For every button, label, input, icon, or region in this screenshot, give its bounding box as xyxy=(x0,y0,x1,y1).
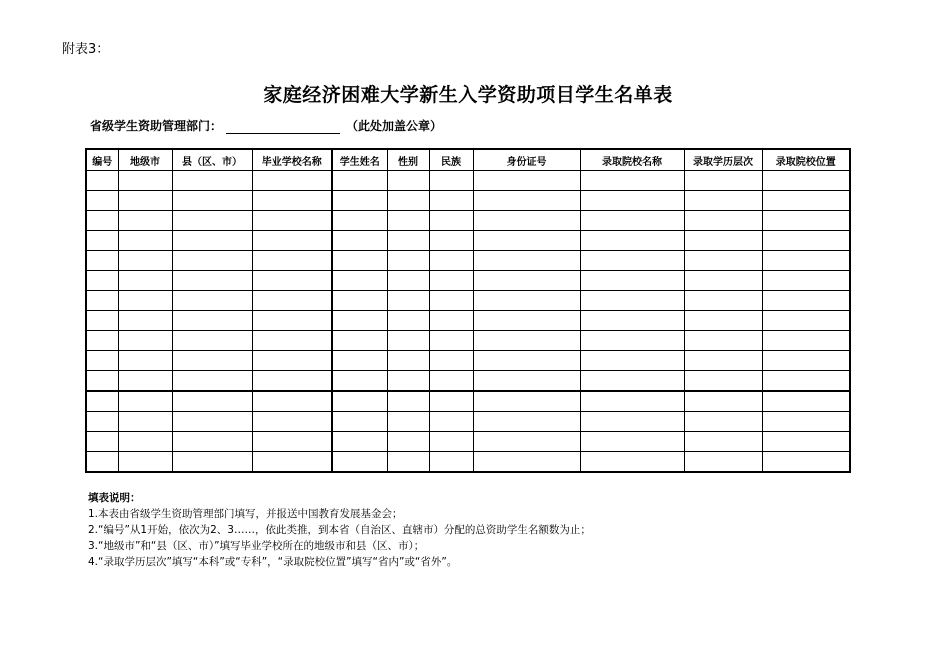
table-cell[interactable] xyxy=(429,432,473,452)
table-cell[interactable] xyxy=(86,311,118,331)
instructions-heading: 填表说明： xyxy=(88,492,141,504)
table-cell[interactable] xyxy=(580,331,684,351)
table-cell[interactable] xyxy=(172,171,252,191)
table-cell[interactable] xyxy=(473,251,580,271)
table-row xyxy=(86,191,850,211)
table-cell[interactable] xyxy=(332,452,387,473)
col-header-degree-level: 录取学历层次 xyxy=(684,149,762,171)
table-cell[interactable] xyxy=(118,171,172,191)
col-header-student-name: 学生姓名 xyxy=(332,149,387,171)
table-cell[interactable] xyxy=(429,171,473,191)
table-cell[interactable] xyxy=(118,291,172,311)
table-cell[interactable] xyxy=(86,171,118,191)
table-cell[interactable] xyxy=(387,331,429,351)
table-cell[interactable] xyxy=(429,371,473,392)
table-cell[interactable] xyxy=(387,271,429,291)
table-cell[interactable] xyxy=(429,351,473,371)
table-cell[interactable] xyxy=(387,391,429,412)
table-cell[interactable] xyxy=(86,211,118,231)
table-cell[interactable] xyxy=(118,251,172,271)
table-cell[interactable] xyxy=(172,391,252,412)
table-cell[interactable] xyxy=(252,351,332,371)
table-cell[interactable] xyxy=(580,271,684,291)
attachment-label: 附表3： xyxy=(62,42,110,57)
table-cell[interactable] xyxy=(332,331,387,351)
table-cell[interactable] xyxy=(118,311,172,331)
table-row xyxy=(86,251,850,271)
table-cell[interactable] xyxy=(762,191,850,211)
table-cell[interactable] xyxy=(172,371,252,392)
department-input[interactable] xyxy=(226,119,340,134)
table-cell[interactable] xyxy=(387,351,429,371)
table-cell[interactable] xyxy=(580,391,684,412)
table-cell[interactable] xyxy=(429,291,473,311)
table-cell[interactable] xyxy=(86,412,118,432)
table-row xyxy=(86,371,850,392)
table-cell[interactable] xyxy=(118,191,172,211)
table-cell[interactable] xyxy=(332,171,387,191)
table-row xyxy=(86,271,850,291)
table-row xyxy=(86,351,850,371)
table-cell[interactable] xyxy=(118,351,172,371)
table-cell[interactable] xyxy=(684,291,762,311)
table-cell[interactable] xyxy=(387,371,429,392)
table-cell[interactable] xyxy=(86,351,118,371)
table-cell[interactable] xyxy=(762,412,850,432)
table-cell[interactable] xyxy=(252,371,332,392)
table-cell[interactable] xyxy=(172,351,252,371)
table-cell[interactable] xyxy=(473,291,580,311)
table-cell[interactable] xyxy=(762,351,850,371)
table-row xyxy=(86,231,850,251)
col-header-county: 县（区、市） xyxy=(172,149,252,171)
table-cell[interactable] xyxy=(172,251,252,271)
table-cell[interactable] xyxy=(172,432,252,452)
table-cell[interactable] xyxy=(580,432,684,452)
table-cell[interactable] xyxy=(684,191,762,211)
table-cell[interactable] xyxy=(332,311,387,331)
table-cell[interactable] xyxy=(332,432,387,452)
table-cell[interactable] xyxy=(252,432,332,452)
table-cell[interactable] xyxy=(387,171,429,191)
table-cell[interactable] xyxy=(684,231,762,251)
table-cell[interactable] xyxy=(387,452,429,473)
table-cell[interactable] xyxy=(332,231,387,251)
col-header-number: 编号 xyxy=(86,149,118,171)
table-cell[interactable] xyxy=(387,291,429,311)
table-cell[interactable] xyxy=(762,291,850,311)
table-cell[interactable] xyxy=(387,412,429,432)
table-cell[interactable] xyxy=(580,311,684,331)
table-cell[interactable] xyxy=(86,331,118,351)
table-cell[interactable] xyxy=(118,432,172,452)
table-cell[interactable] xyxy=(473,191,580,211)
table-row xyxy=(86,432,850,452)
table-cell[interactable] xyxy=(332,191,387,211)
table-cell[interactable] xyxy=(252,391,332,412)
table-cell[interactable] xyxy=(387,211,429,231)
table-cell[interactable] xyxy=(118,331,172,351)
table-cell[interactable] xyxy=(762,251,850,271)
table-cell[interactable] xyxy=(252,231,332,251)
table-row xyxy=(86,391,850,412)
table-row xyxy=(86,311,850,331)
table-cell[interactable] xyxy=(252,412,332,432)
table-cell[interactable] xyxy=(172,331,252,351)
col-header-ethnicity: 民族 xyxy=(429,149,473,171)
table-cell[interactable] xyxy=(473,211,580,231)
table-cell[interactable] xyxy=(387,231,429,251)
table-cell[interactable] xyxy=(429,251,473,271)
table-cell[interactable] xyxy=(762,231,850,251)
instruction-item: 3.“地级市”和“县（区、市）”填写毕业学校所在的地级市和县（区、市）； xyxy=(88,540,425,552)
table-cell[interactable] xyxy=(332,291,387,311)
table-cell[interactable] xyxy=(332,351,387,371)
table-cell[interactable] xyxy=(86,191,118,211)
col-header-gender: 性别 xyxy=(387,149,429,171)
table-cell[interactable] xyxy=(473,171,580,191)
table-cell[interactable] xyxy=(429,331,473,351)
page-title: 家庭经济困难大学新生入学资助项目学生名单表 xyxy=(263,84,673,106)
table-cell[interactable] xyxy=(684,271,762,291)
table-cell[interactable] xyxy=(762,452,850,473)
table-cell[interactable] xyxy=(86,291,118,311)
table-cell[interactable] xyxy=(252,291,332,311)
table-cell[interactable] xyxy=(429,412,473,432)
table-cell[interactable] xyxy=(473,412,580,432)
table-cell[interactable] xyxy=(172,271,252,291)
table-cell[interactable] xyxy=(118,231,172,251)
table-cell[interactable] xyxy=(473,432,580,452)
col-header-id-number: 身份证号 xyxy=(473,149,580,171)
instruction-item: 4.“录取学历层次”填写“本科”或“专科”，“录取院校位置”填写“省内”或“省外”。 xyxy=(88,556,458,568)
table-cell[interactable] xyxy=(252,211,332,231)
table-cell[interactable] xyxy=(172,412,252,432)
table-cell[interactable] xyxy=(118,271,172,291)
table-cell[interactable] xyxy=(684,311,762,331)
table-cell[interactable] xyxy=(172,311,252,331)
table-cell[interactable] xyxy=(684,432,762,452)
seal-note: （此处加盖公章） xyxy=(346,119,443,133)
table-cell[interactable] xyxy=(684,391,762,412)
table-cell[interactable] xyxy=(86,231,118,251)
table-cell[interactable] xyxy=(580,231,684,251)
table-cell[interactable] xyxy=(473,271,580,291)
table-cell[interactable] xyxy=(86,251,118,271)
table-row xyxy=(86,331,850,351)
table-cell[interactable] xyxy=(762,432,850,452)
table-cell[interactable] xyxy=(252,251,332,271)
table-cell[interactable] xyxy=(332,211,387,231)
table-cell[interactable] xyxy=(172,291,252,311)
table-cell[interactable] xyxy=(762,211,850,231)
table-cell[interactable] xyxy=(762,271,850,291)
table-cell[interactable] xyxy=(684,371,762,392)
table-row xyxy=(86,211,850,231)
table-cell[interactable] xyxy=(387,251,429,271)
department-line xyxy=(90,117,442,134)
table-cell[interactable] xyxy=(473,311,580,331)
table-cell[interactable] xyxy=(762,371,850,392)
table-cell[interactable] xyxy=(118,412,172,432)
table-cell[interactable] xyxy=(580,291,684,311)
table-cell[interactable] xyxy=(252,331,332,351)
table-cell[interactable] xyxy=(332,412,387,432)
table-cell[interactable] xyxy=(252,191,332,211)
table-cell[interactable] xyxy=(684,452,762,473)
table-cell[interactable] xyxy=(252,271,332,291)
table-cell[interactable] xyxy=(86,271,118,291)
table-cell[interactable] xyxy=(473,371,580,392)
table-cell[interactable] xyxy=(252,171,332,191)
table-cell[interactable] xyxy=(118,211,172,231)
table-cell[interactable] xyxy=(118,371,172,392)
table-cell[interactable] xyxy=(429,211,473,231)
table-cell[interactable] xyxy=(580,211,684,231)
col-header-admitted-school: 录取院校名称 xyxy=(580,149,684,171)
table-cell[interactable] xyxy=(473,331,580,351)
table-cell[interactable] xyxy=(473,452,580,473)
table-cell[interactable] xyxy=(429,271,473,291)
table-row xyxy=(86,291,850,311)
table-cell[interactable] xyxy=(762,171,850,191)
instruction-item: 2.“编号”从1开始，依次为2、3……，依此类推，到本省（自治区、直辖市）分配的总资助学生名额数为止； xyxy=(88,524,591,536)
table-cell[interactable] xyxy=(580,191,684,211)
table-cell[interactable] xyxy=(684,211,762,231)
table-cell[interactable] xyxy=(387,311,429,331)
table-cell[interactable] xyxy=(580,452,684,473)
table-cell[interactable] xyxy=(332,391,387,412)
table-cell[interactable] xyxy=(429,391,473,412)
student-list-table xyxy=(85,148,851,473)
table-cell[interactable] xyxy=(429,231,473,251)
table-cell[interactable] xyxy=(473,231,580,251)
table-cell[interactable] xyxy=(684,251,762,271)
table-cell[interactable] xyxy=(86,371,118,392)
department-label: 省级学生资助管理部门： xyxy=(90,119,223,133)
table-cell[interactable] xyxy=(387,191,429,211)
instruction-item: 1.本表由省级学生资助管理部门填写，并报送中国教育发展基金会； xyxy=(88,508,403,520)
table-cell[interactable] xyxy=(172,211,252,231)
table-cell[interactable] xyxy=(252,452,332,473)
table-cell[interactable] xyxy=(86,452,118,473)
table-cell[interactable] xyxy=(762,331,850,351)
table-cell[interactable] xyxy=(86,391,118,412)
table-row xyxy=(86,452,850,473)
table-cell[interactable] xyxy=(429,191,473,211)
table-cell[interactable] xyxy=(429,311,473,331)
table-header-row xyxy=(86,149,850,171)
table-cell[interactable] xyxy=(172,231,252,251)
table-cell[interactable] xyxy=(580,171,684,191)
table-cell[interactable] xyxy=(429,452,473,473)
table-cell[interactable] xyxy=(684,331,762,351)
table-cell[interactable] xyxy=(684,412,762,432)
table-cell[interactable] xyxy=(580,412,684,432)
col-header-school-location: 录取院校位置 xyxy=(762,149,850,171)
table-row xyxy=(86,412,850,432)
table-cell[interactable] xyxy=(762,311,850,331)
table-cell[interactable] xyxy=(172,191,252,211)
table-cell[interactable] xyxy=(118,452,172,473)
table-cell[interactable] xyxy=(172,452,252,473)
table-cell[interactable] xyxy=(387,432,429,452)
table-cell[interactable] xyxy=(252,311,332,331)
table-cell[interactable] xyxy=(580,351,684,371)
table-cell[interactable] xyxy=(580,371,684,392)
table-cell[interactable] xyxy=(684,351,762,371)
table-cell[interactable] xyxy=(580,251,684,271)
table-cell[interactable] xyxy=(332,271,387,291)
table-cell[interactable] xyxy=(473,391,580,412)
table-cell[interactable] xyxy=(86,432,118,452)
table-cell[interactable] xyxy=(332,371,387,392)
table-cell[interactable] xyxy=(332,251,387,271)
col-header-city: 地级市 xyxy=(118,149,172,171)
table-row xyxy=(86,171,850,191)
table-cell[interactable] xyxy=(684,171,762,191)
instructions xyxy=(88,490,591,570)
table-cell[interactable] xyxy=(118,391,172,412)
table-cell[interactable] xyxy=(762,391,850,412)
col-header-school: 毕业学校名称 xyxy=(252,149,332,171)
table-cell[interactable] xyxy=(473,351,580,371)
